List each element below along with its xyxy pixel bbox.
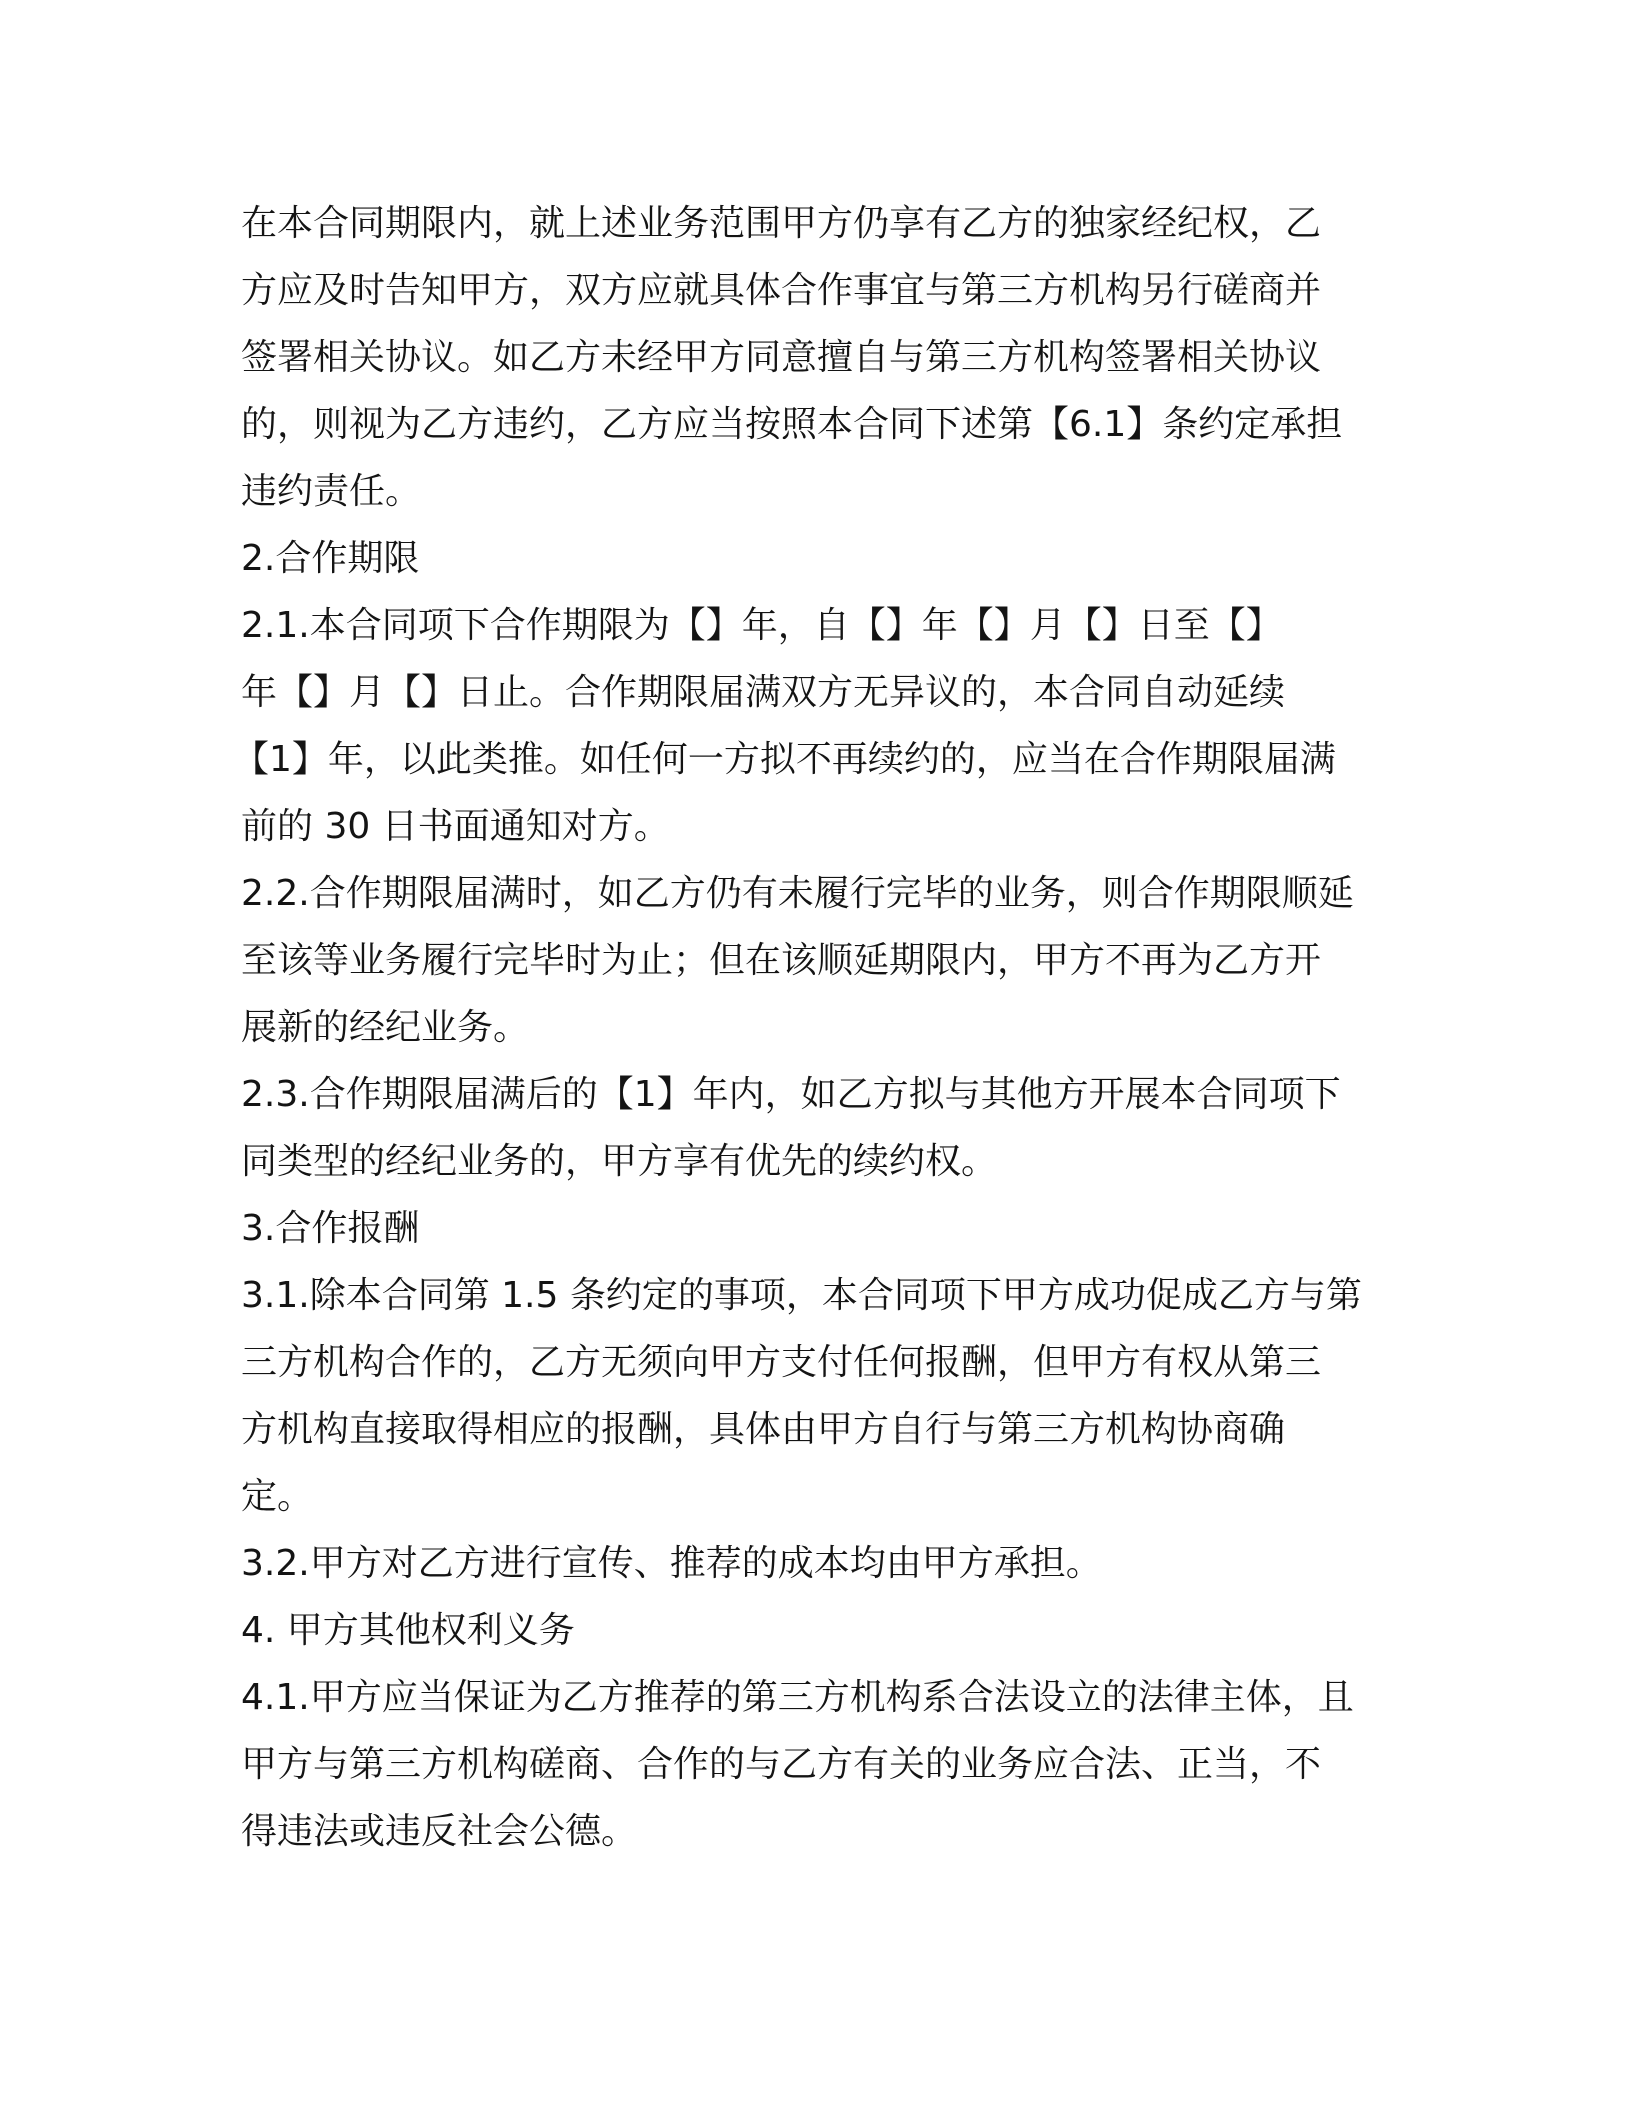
text-line: 定。: [241, 1476, 314, 1517]
text-line: 签署相关协议。如乙方未经甲方同意擅自与第三方机构签署相关协议: [241, 337, 1322, 378]
section-heading: 3.合作报酬: [241, 1208, 420, 1249]
text-line: 前的 30 日书面通知对方。: [241, 806, 670, 847]
text-line: 在本合同期限内，就上述业务范围甲方仍享有乙方的独家经纪权，乙: [241, 203, 1322, 244]
contract-text: [233, 190, 1391, 1865]
text-line: 3.1.除本合同第 1.5 条约定的事项，本合同项下甲方成功促成乙方与第: [241, 1275, 1362, 1316]
text-line: 同类型的经纪业务的，甲方享有优先的续约权。: [241, 1141, 998, 1182]
text-line: 4.1.甲方应当保证为乙方推荐的第三方机构系合法设立的法律主体，且: [241, 1677, 1354, 1718]
text-line: 3.2.甲方对乙方进行宣传、推荐的成本均由甲方承担。: [241, 1543, 1102, 1584]
text-line: 展新的经纪业务。: [241, 1007, 530, 1048]
text-line: 的，则视为乙方违约，乙方应当按照本合同下述第【6.1】条约定承担: [241, 404, 1343, 445]
section-heading: 4. 甲方其他权利义务: [241, 1610, 575, 1651]
text-line: 甲方与第三方机构磋商、合作的与乙方有关的业务应合法、正当，不: [241, 1744, 1322, 1785]
text-line: 三方机构合作的，乙方无须向甲方支付任何报酬，但甲方有权从第三: [241, 1342, 1322, 1383]
text-line: 方应及时告知甲方，双方应就具体合作事宜与第三方机构另行磋商并: [241, 270, 1322, 311]
text-line: 2.3.合作期限届满后的【1】年内，如乙方拟与其他方开展本合同项下: [241, 1074, 1341, 1115]
section-heading: 2.合作期限: [241, 538, 420, 579]
text-line: 违约责任。: [241, 471, 422, 512]
text-line: 得违法或违反社会公德。: [241, 1811, 638, 1852]
text-line: 年【】月【】日止。合作期限届满双方无异议的，本合同自动延续: [241, 672, 1286, 713]
text-line: 方机构直接取得相应的报酬，具体由甲方自行与第三方机构协商确: [241, 1409, 1286, 1450]
text-line: 至该等业务履行完毕时为止；但在该顺延期限内，甲方不再为乙方开: [241, 940, 1322, 981]
text-line: 2.2.合作期限届满时，如乙方仍有未履行完毕的业务，则合作期限顺延: [241, 873, 1354, 914]
text-line: 2.1.本合同项下合作期限为【】年，自【】年【】月【】日至【】: [241, 605, 1282, 646]
text-line: 【1】年，以此类推。如任何一方拟不再续约的，应当在合作期限届满: [233, 739, 1336, 780]
